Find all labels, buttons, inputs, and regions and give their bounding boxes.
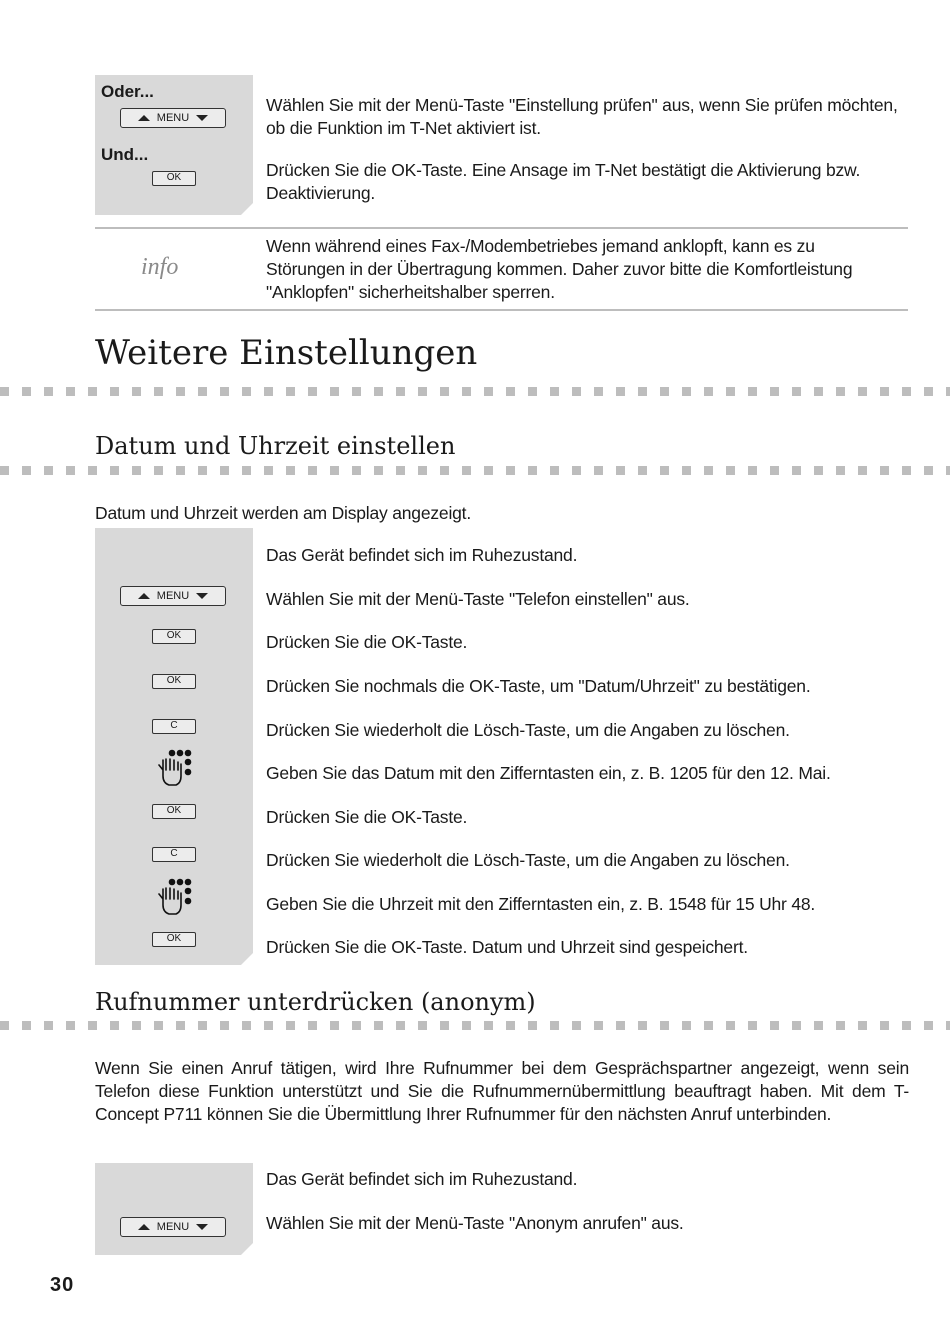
ok-key: OK bbox=[152, 629, 196, 644]
step-text: Wählen Sie mit der Menü-Taste "Telefon einstellen" aus. bbox=[266, 589, 690, 609]
arrow-up-icon bbox=[138, 1224, 150, 1230]
page-number: 30 bbox=[50, 1274, 75, 1296]
step-text: Das Gerät befindet sich im Ruhezustand. bbox=[266, 545, 578, 565]
instruction-menu-check: Wählen Sie mit der Menü-Taste "Einstellung prüfen" aus, wenn Sie prüfen möchten, ob die Funktion im T-Net aktiviert ist. bbox=[266, 95, 898, 138]
ok-key: OK bbox=[152, 804, 196, 819]
c-key: C bbox=[152, 847, 196, 862]
dotted-rule bbox=[0, 466, 950, 475]
menu-key bbox=[120, 108, 226, 128]
section-heading-datum: Datum und Uhrzeit einstellen bbox=[95, 432, 456, 460]
step-text: Wählen Sie mit der Menü-Taste "Anonym anrufen" aus. bbox=[266, 1213, 684, 1233]
step-text: Drücken Sie wiederholt die Lösch-Taste, um die Angaben zu löschen. bbox=[266, 850, 790, 870]
arrow-down-icon bbox=[196, 593, 208, 599]
menu-key bbox=[120, 1217, 226, 1237]
section-intro-datum: Datum und Uhrzeit werden am Display angezeigt. bbox=[95, 503, 471, 523]
divider-bottom bbox=[95, 309, 908, 311]
divider-top bbox=[95, 227, 908, 229]
step-text: Drücken Sie wiederholt die Lösch-Taste, um die Angaben zu löschen. bbox=[266, 720, 790, 740]
dotted-rule bbox=[0, 1021, 950, 1030]
keypad-hand-icon bbox=[156, 748, 192, 788]
menu-key-label: MENU bbox=[156, 112, 190, 124]
step-text: Geben Sie die Uhrzeit mit den Zifferntasten ein, z. B. 1548 für 15 Uhr 48. bbox=[266, 894, 816, 914]
step-text: Drücken Sie die OK-Taste. Datum und Uhrzeit sind gespeichert. bbox=[266, 937, 748, 957]
step-text: Drücken Sie die OK-Taste. bbox=[266, 807, 468, 827]
info-label: info bbox=[141, 254, 179, 280]
ok-key: OK bbox=[152, 674, 196, 689]
step-text: Geben Sie das Datum mit den Zifferntasten ein, z. B. 1205 für den 12. Mai. bbox=[266, 763, 831, 783]
key-panel-anonym bbox=[95, 1163, 253, 1255]
menu-key-label: MENU bbox=[156, 1221, 190, 1233]
instruction-ok-confirm: Drücken Sie die OK-Taste. Eine Ansage im T-Net bestätigt die Aktivierung bzw. Deaktivierung. bbox=[266, 160, 861, 203]
arrow-down-icon bbox=[196, 1224, 208, 1230]
arrow-up-icon bbox=[138, 115, 150, 121]
ok-key: OK bbox=[152, 932, 196, 947]
arrow-down-icon bbox=[196, 115, 208, 121]
label-und: Und... bbox=[101, 145, 149, 164]
step-text: Drücken Sie nochmals die OK-Taste, um "Datum/Uhrzeit" zu bestätigen. bbox=[266, 676, 811, 696]
dotted-rule bbox=[0, 387, 950, 396]
label-oder: Oder... bbox=[101, 82, 154, 101]
menu-key bbox=[120, 586, 226, 606]
info-text: Wenn während eines Fax-/Modembetriebes jemand anklopft, kann es zu Störungen in der Übertragung kommen. Daher zuvor bitte die Komfortleistung "Anklopfen" sicherheitshalber sperren. bbox=[266, 236, 853, 302]
page-title: Weitere Einstellungen bbox=[95, 333, 478, 373]
c-key: C bbox=[152, 719, 196, 734]
section-intro-anonym: Wenn Sie einen Anruf tätigen, wird Ihre Rufnummer bei dem Gesprächspartner angezeigt, wenn sein Telefon diese Funktion unterstützt und Sie die Rufnummernübermittlung beauftragt haben. Mit dem T-Concept P711 können Sie die Übermittlung Ihrer Rufnummer für den nächsten Anruf unterbinden. bbox=[95, 1058, 909, 1124]
keypad-hand-icon bbox=[156, 877, 192, 917]
section-heading-anonym: Rufnummer unterdrücken (anonym) bbox=[95, 988, 536, 1016]
ok-key: OK bbox=[152, 171, 196, 186]
step-text: Drücken Sie die OK-Taste. bbox=[266, 632, 468, 652]
step-text: Das Gerät befindet sich im Ruhezustand. bbox=[266, 1169, 578, 1189]
arrow-up-icon bbox=[138, 593, 150, 599]
menu-key-label: MENU bbox=[156, 590, 190, 602]
